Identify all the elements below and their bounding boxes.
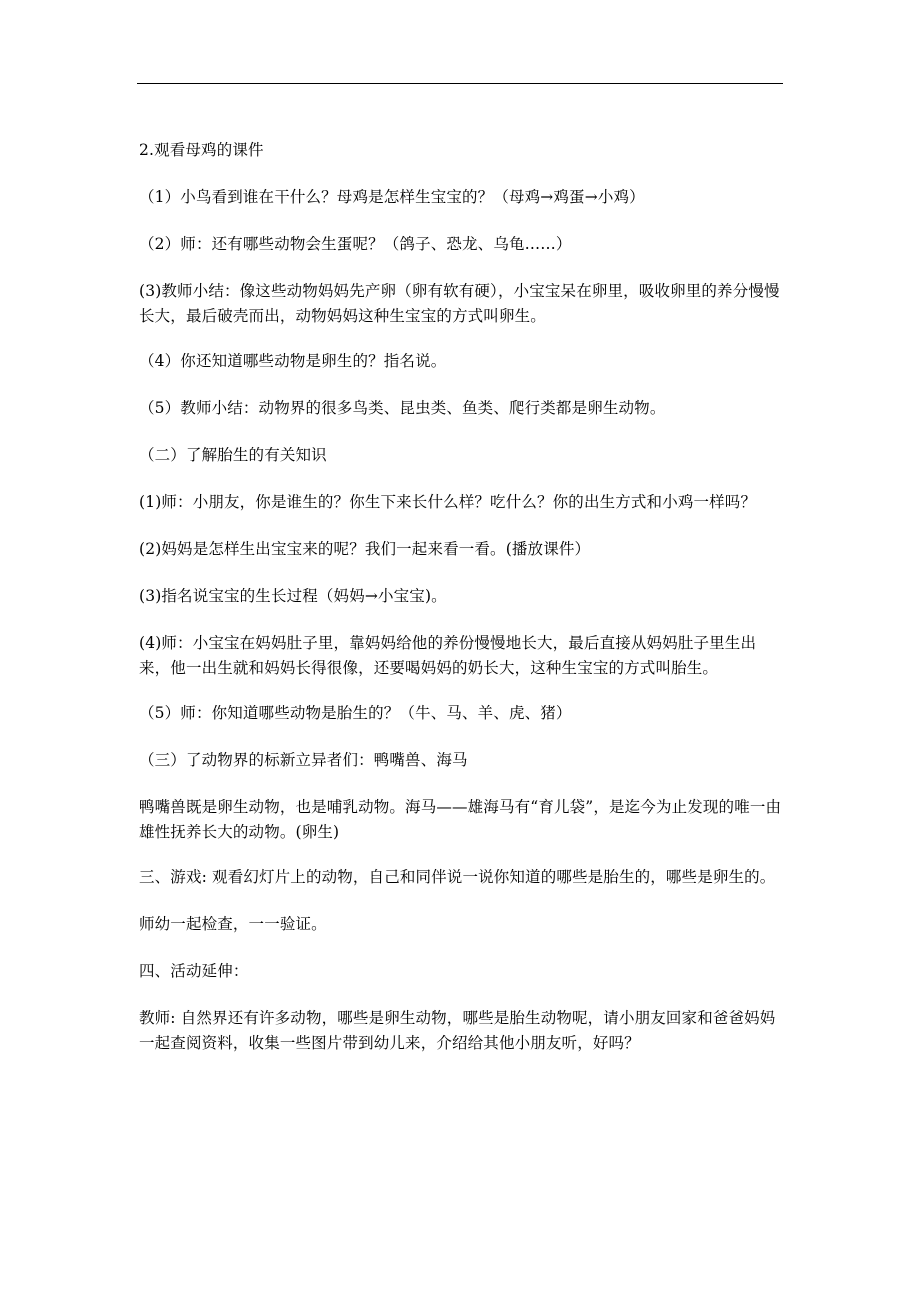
section-game: 三、游戏: 观看幻灯片上的动物，自己和同伴说一说你知道的哪些是胎生的，哪些是卵生的。 [139, 868, 776, 886]
paragraph-question-2: （2）师：还有哪些动物会生蛋呢？（鸽子、恐龙、乌龟……） [139, 235, 572, 253]
header-rule [137, 83, 783, 84]
paragraph-summary-5: （5）教师小结：动物界的很多鸟类、昆虫类、鱼类、爬行类都是卵生动物。 [139, 399, 666, 417]
paragraph-viviparous-4: (4)师：小宝宝在妈妈肚子里，靠妈妈给他的养份慢慢地长大，最后直接从妈妈肚子里生出来，他一出生就和妈妈长得很像，还要喝妈妈的奶长大，这种生宝宝的方式叫胎生。 [139, 634, 757, 677]
section-extension: 四、活动延伸： [139, 962, 249, 980]
document-body [139, 138, 783, 1076]
paragraph-viviparous-3: (3)指名说宝宝的生长过程（妈妈→小宝宝)。 [139, 587, 447, 605]
paragraph-check: 师幼一起检查，一一验证。 [139, 915, 327, 933]
paragraph-viviparous-5: （5）师：你知道哪些动物是胎生的？（牛、马、羊、虎、猪） [139, 704, 572, 722]
paragraph-viviparous-1: (1)师：小朋友，你是谁生的？你生下来长什么样？吃什么？你的出生方式和小鸡一样吗？ [139, 493, 757, 511]
paragraph-teacher-extension: 教师: 自然界还有许多动物，哪些是卵生动物，哪些是胎生动物呢，请小朋友回家和爸爸妈妈一起查阅资料，收集一些图片带到幼儿来，介绍给其他小朋友听，好吗？ [139, 1009, 776, 1052]
paragraph-summary-oviparous: (3)教师小结：像这些动物妈妈先产卵（卵有软有硬），小宝宝呆在卵里，吸收卵里的养分慢慢长大，最后破壳而出，动物妈妈这种生宝宝的方式叫卵生。 [139, 282, 780, 325]
paragraph-platypus-seahorse: 鸭嘴兽既是卵生动物，也是哺乳动物。海马——雄海马有“育儿袋”，是迄今为止发现的唯一由雄性抚养长大的动物。(卵生) [139, 798, 782, 841]
paragraph-viviparous-2: (2)妈妈是怎样生出宝宝来的呢？我们一起来看一看。(播放课件） [139, 540, 591, 558]
paragraph-question-4: （4）你还知道哪些动物是卵生的？指名说。 [139, 352, 447, 370]
paragraph-question-1: （1）小鸟看到谁在干什么？母鸡是怎样生宝宝的？（母鸡→鸡蛋→小鸡） [139, 188, 645, 206]
section-heading-unusual: （三）了动物界的标新立异者们：鸭嘴兽、海马 [139, 751, 468, 769]
section-heading-viviparous: （二）了解胎生的有关知识 [139, 446, 327, 464]
paragraph-hen-courseware: 2.观看母鸡的课件 [139, 141, 264, 159]
